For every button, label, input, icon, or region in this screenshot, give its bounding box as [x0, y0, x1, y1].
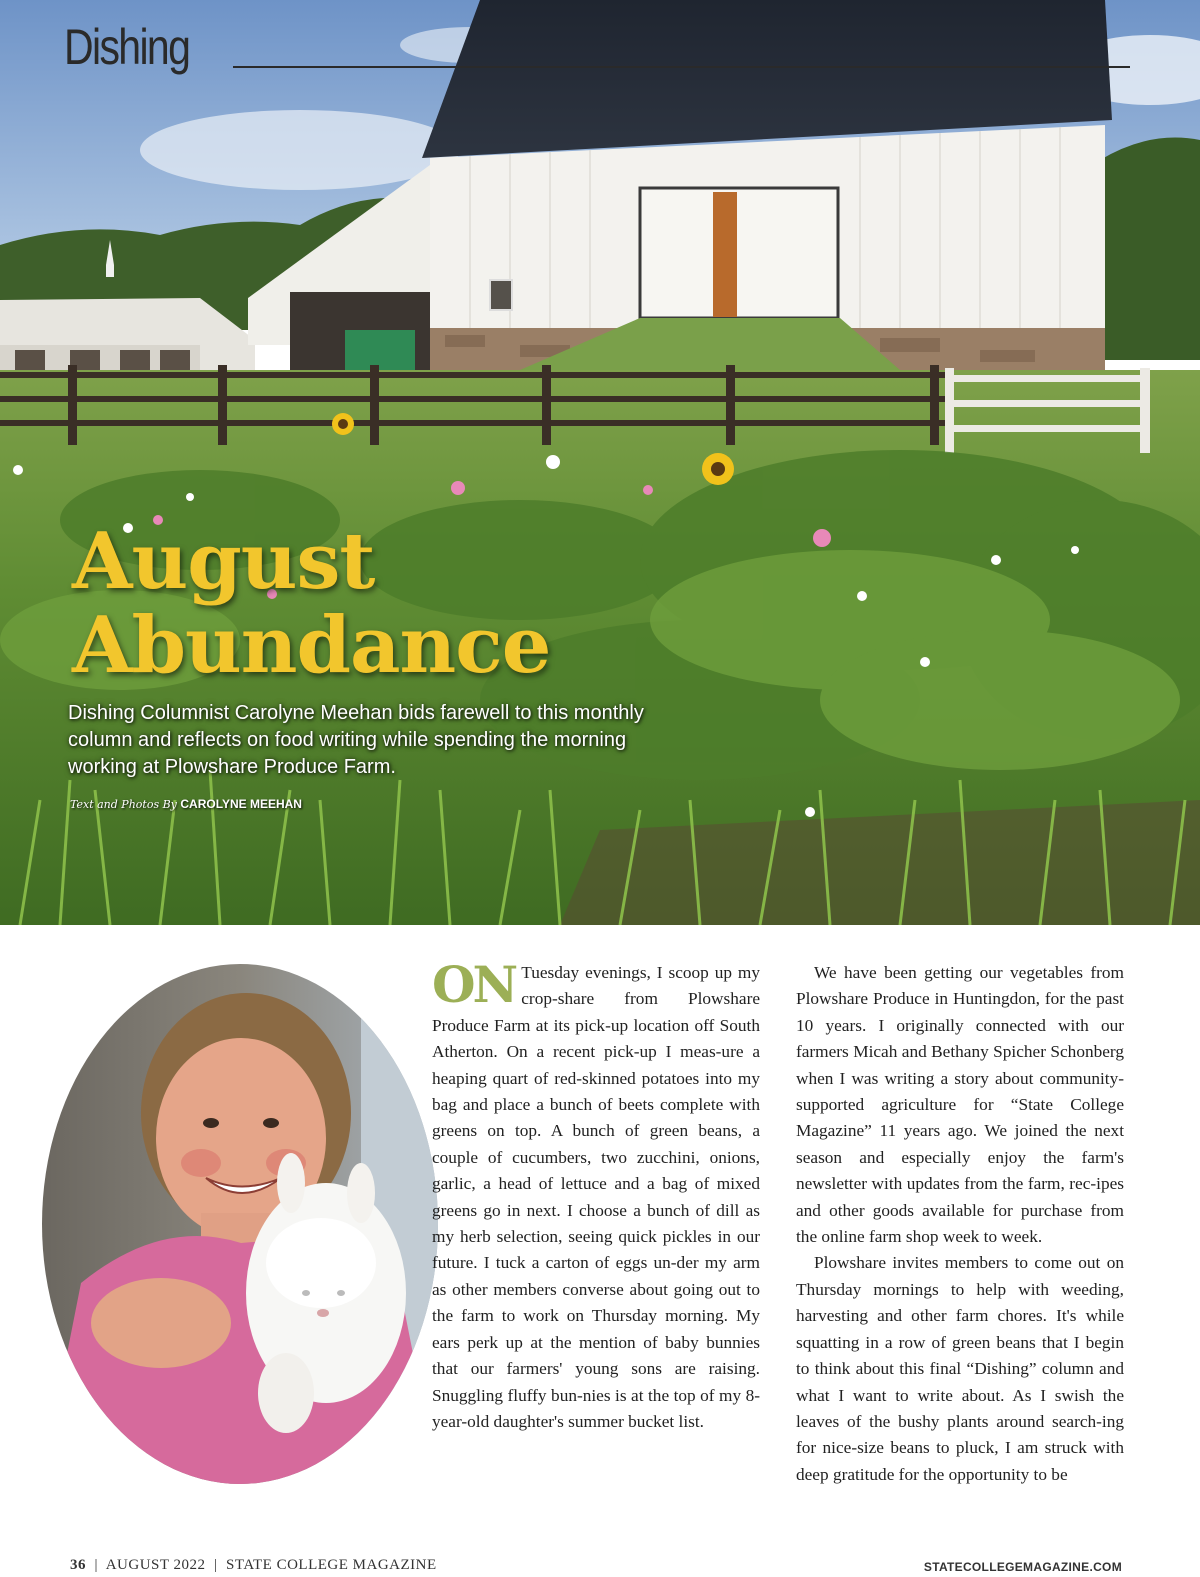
article-dek: Dishing Columnist Carolyne Meehan bids farewell to this monthly column and reflects on food writing while spending the morning working at Plowshare Produce Farm.: [68, 702, 644, 778]
website-url: STATECOLLEGEMAGAZINE.COM: [923, 1560, 1122, 1574]
byline: [70, 797, 302, 811]
folio-separator: |: [90, 1557, 103, 1573]
section-rule: [233, 66, 1130, 68]
article-paragraph: Plowshare invites members to come out on Thursday mornings to help with weeding, harvesting and other farm chores. It's while squatting in a row of green beans that I begin to think about this final “Dishing” column and what I want to write about. As I swish the leaves of the bushy plants around search-ing for nice-size beans to pluck, I am struck with deep gratitude for the opportunity to be: [796, 1253, 1124, 1484]
article-title-line2: Abundance: [72, 600, 551, 691]
article-column-2: [796, 960, 1124, 1488]
byline-author: CAROLYNE MEEHAN: [180, 797, 302, 811]
byline-credit: Text and Photos By: [70, 798, 177, 811]
article-paragraph: We have been getting our vegetables from Plowshare Produce in Huntingdon, for the past 10 years. I originally connected with our farmers Micah and Bethany Spicher Schonberg when I was writing a story about community-supported agriculture for “State College Magazine” 11 years ago. We joined the next season and especially enjoy the farm's newsletter with updates from the farm, rec-ipes and other goods available for purchase from the online farm shop week to week.: [796, 963, 1124, 1247]
article-title: [72, 516, 551, 691]
folio-separator: |: [209, 1557, 222, 1573]
section-label: Dishing: [64, 19, 190, 75]
page-number: 36: [70, 1557, 86, 1573]
folio: [70, 1557, 437, 1574]
drop-cap: ON: [432, 955, 516, 1014]
magazine-name: STATE COLLEGE MAGAZINE: [226, 1557, 437, 1573]
issue-date: AUGUST 2022: [105, 1557, 206, 1573]
girl-with-bunny-photo: [41, 963, 439, 1485]
article-title-line1: August: [72, 516, 375, 607]
article-paragraph: Tuesday evenings, I scoop up my crop-share from Plowshare Produce Farm at its pick-up location off South Atherton. On a recent pick-up I meas-ure a heaping quart of red-skinned potatoes into my bag and place a bunch of beets complete with greens on top. A bunch of green beans, a couple of cucumbers, two zucchini, onions, garlic, a head of lettuce and a bag of mixed greens go in next. I choose a bunch of dill as my herb selection, seeing quick pickles in our future. I tuck a carton of eggs un-der my arm as other members converse about going out to the farm to work on Thursday morning. My ears perk up at the mention of baby bunnies that our farmers' young sons are raising. Snuggling fluffy bun-nies is at the top of my 8-year-old daughter's summer bucket list.: [432, 963, 760, 1431]
article-column-1: [432, 955, 760, 1435]
